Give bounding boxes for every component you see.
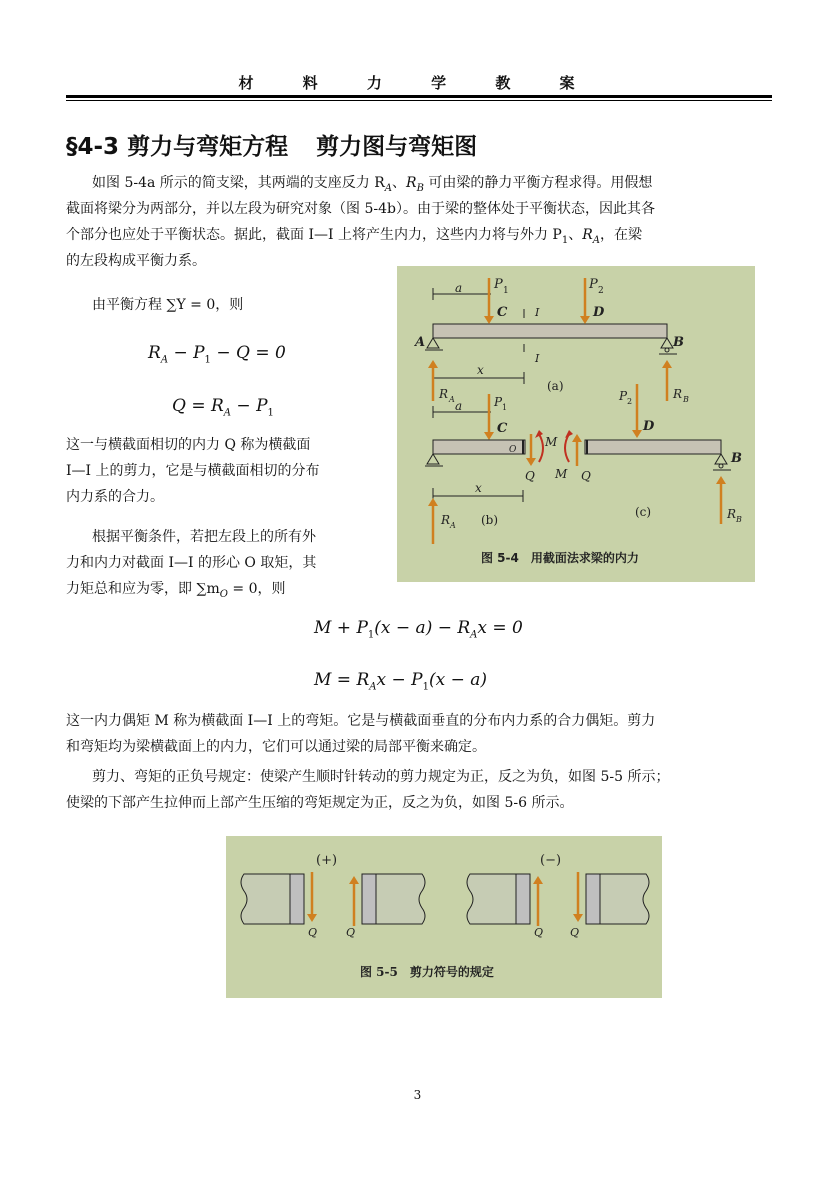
svg-text:(c): (c) <box>635 505 652 519</box>
svg-text:C: C <box>497 421 508 436</box>
svg-text:B: B <box>673 335 684 350</box>
para3-line1: 这一与横截面相切的内力 Q 称为横截面 <box>66 437 311 453</box>
svg-text:A: A <box>450 521 456 530</box>
equation-1: $R_A - P_1 - Q = 0$ <box>148 343 286 366</box>
svg-text:A: A <box>415 335 426 350</box>
I-label: I <box>535 306 540 319</box>
page-number: 3 <box>413 1088 422 1102</box>
svg-text:a: a <box>455 399 463 413</box>
svg-text:O: O <box>509 445 517 455</box>
svg-text:2: 2 <box>627 397 633 406</box>
page-header: 材 料 力 学 教 案 <box>238 74 597 92</box>
para4-line1: 根据平衡条件，若把左段上的所有外 <box>92 529 316 545</box>
svg-text:B: B <box>683 395 689 404</box>
svg-text:Q: Q <box>346 926 356 939</box>
para4-line2: 力和内力对截面 I—I 的形心 O 取矩，其 <box>66 555 317 571</box>
figure-5-4 <box>397 266 755 582</box>
positive-label: (+) <box>316 853 338 868</box>
para5-line1: 这一内力偶矩 M 称为横截面 I—I 上的弯矩。它是与横截面垂直的分布内力系的合力偶矩。剪力 <box>66 713 656 729</box>
para1-line4: 的左段构成平衡力系。 <box>66 253 206 269</box>
svg-text:2: 2 <box>598 286 604 296</box>
equation-4: $M = R_Ax - P_1(x - a)$ <box>314 670 487 693</box>
svg-text:Q: Q <box>525 469 535 483</box>
section-number: §4-3 <box>66 134 120 160</box>
svg-text:Q: Q <box>570 926 580 939</box>
svg-text:Q: Q <box>534 926 544 939</box>
svg-text:B: B <box>736 515 742 524</box>
svg-text:1: 1 <box>503 286 509 296</box>
svg-text:M: M <box>555 467 568 481</box>
svg-text:R: R <box>727 507 737 521</box>
svg-text:R: R <box>441 513 451 527</box>
svg-text:R: R <box>673 387 683 401</box>
para6-line2: 使梁的下部产生拉伸而上部产生压缩的弯矩规定为正，反之为负，如图 5-6 所示。 <box>66 795 574 811</box>
svg-text:A: A <box>449 395 455 404</box>
shear-sign-diagram <box>226 836 662 998</box>
para1-line1: 如图 5-4a 所示的简支梁，其两端的支座反力 $R_A$、$R_B$ 可由梁的静力平衡方程求得。用假想 <box>92 175 653 194</box>
svg-text:(b): (b) <box>481 513 499 527</box>
section-title <box>66 128 477 161</box>
para3-line3: 内力系的合力。 <box>66 489 164 505</box>
figure-5-4-caption: 图 5-4 用截面法求梁的内力 <box>481 551 639 565</box>
svg-text:D: D <box>643 419 655 434</box>
svg-text:x: x <box>475 481 482 495</box>
para3-line2: I—I 上的剪力，它是与横截面相切的分布 <box>66 463 320 479</box>
header-rule-thin <box>66 100 772 101</box>
svg-text:Q: Q <box>581 469 591 483</box>
para4-line3: 力矩总和应为零，即 $\sum m_O = 0$，则 <box>66 581 286 600</box>
svg-text:1: 1 <box>502 403 508 412</box>
para6-line1: 剪力、弯矩的正负号规定：使梁产生顺时针转动的剪力规定为正，反之为负，如图 5-5 所示； <box>92 769 670 785</box>
section-title-b: 剪力图与弯矩图 <box>316 134 478 160</box>
svg-text:P: P <box>589 277 598 292</box>
svg-text:D: D <box>593 305 605 320</box>
beam-diagram <box>397 266 755 582</box>
para1-line2: 截面将梁分为两部分，并以左段为研究对象（图 5-4b）。由于梁的整体处于平衡状态，因此其各 <box>66 201 655 217</box>
para1-line3: 个部分也应处于平衡状态。据此，截面 I—I 上将产生内力，这些内力将与外力 $P_1$、$R_A$，在梁 <box>66 227 642 246</box>
header-rule-thick <box>66 95 772 98</box>
svg-text:B: B <box>731 451 742 466</box>
svg-text:I: I <box>535 352 540 365</box>
equation-3: $M + P_1(x - a) - R_Ax = 0$ <box>314 618 523 641</box>
figure-5-5-caption: 图 5-5 剪力符号的规定 <box>360 965 494 979</box>
para5-line2: 和弯矩均为梁横截面上的内力，它们可以通过梁的局部平衡来确定。 <box>66 739 486 755</box>
svg-text:P: P <box>494 395 503 409</box>
P1-label: P <box>494 277 503 292</box>
dim-a-label: a <box>455 281 463 295</box>
para2: 由平衡方程 ∑Y = 0，则 <box>92 297 244 313</box>
svg-text:R: R <box>439 387 449 401</box>
C-label: C <box>497 305 508 320</box>
svg-text:M: M <box>545 435 558 449</box>
svg-text:x: x <box>477 363 484 377</box>
svg-text:Q: Q <box>308 926 318 939</box>
equation-2: $Q = R_A - P_1$ <box>172 396 274 419</box>
figure-5-5 <box>226 836 662 998</box>
negative-label: (−) <box>540 853 562 868</box>
section-title-a: 剪力与弯矩方程 <box>127 134 289 160</box>
subfig-a: (a) <box>547 379 564 393</box>
svg-text:P: P <box>619 389 628 403</box>
